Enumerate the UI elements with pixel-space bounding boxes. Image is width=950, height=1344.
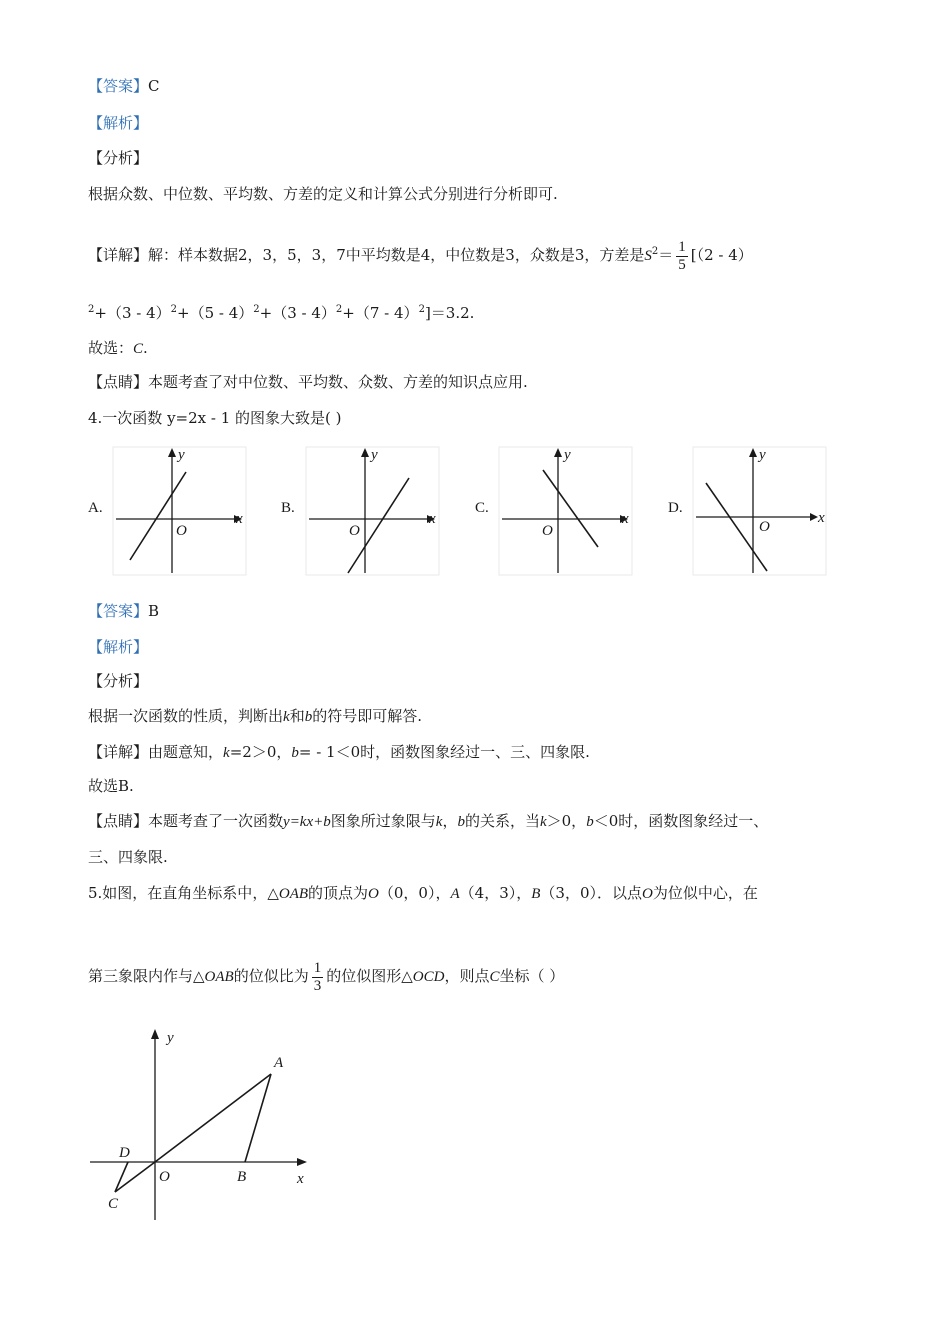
- y-label: y: [564, 447, 571, 463]
- detail-tag: 【详解】: [88, 246, 149, 264]
- q4-analysis: 根据一次函数的性质，判断出k和b的符号即可解答.: [88, 707, 422, 725]
- q3-detail-line: [88, 232, 753, 276]
- q5-stem-line1: 5.如图，在直角坐标系中，△OAB的顶点为O（0，0），A（4，3），B（3，0）．以点O为位似中心，在: [88, 884, 758, 902]
- q5-coordinate-figure: [85, 1025, 325, 1225]
- point-d-label: D: [119, 1145, 130, 1161]
- q3-variance-line: $^2$+（3 - 4）$^2$+（5 - 4）$^2$+（3 - 4）$^2$+（7 - 4）$^2$]＝3.2.: [88, 304, 475, 322]
- point-a-label: A: [274, 1055, 284, 1071]
- graph-option-c: [496, 445, 636, 577]
- answer-value: C: [148, 77, 160, 95]
- q4-answer-line: 【答案】B: [88, 602, 160, 620]
- q3-answer-line: [88, 76, 160, 96]
- y-arrow-icon: [749, 448, 757, 457]
- x-arrow-icon: [810, 513, 818, 521]
- q4-detail: 【详解】由题意知，k=2＞0，b= - 1＜0时，函数图象经过一、三、四象限.: [88, 743, 590, 761]
- x-arrow-icon: [297, 1158, 307, 1166]
- q5-stem-line2: 第三象限内作与△OAB的位似比为 $\frac{1}{3}$ 的位似图形△OCD，则点C坐标（ ）: [88, 959, 565, 994]
- q3-choose-line: 故选：C.: [88, 339, 148, 357]
- q3-comment-line: 【点睛】本题考查了对中位数、平均数、众数、方差的知识点应用.: [88, 373, 528, 391]
- y-label: y: [371, 447, 378, 463]
- variance-symbol: S: [644, 248, 652, 264]
- point-c-label: C: [108, 1196, 119, 1212]
- q4-stem: 4.一次函数 y=2x - 1 的图象大致是( ): [88, 409, 342, 427]
- q3-analysis: 根据众数、中位数、平均数、方差的定义和计算公式分别进行分析即可.: [88, 185, 558, 203]
- option-a-label: A.: [88, 500, 103, 516]
- origin-label: O: [349, 523, 360, 539]
- q4-jiexi-tag: 【解析】: [88, 638, 149, 656]
- y-label: y: [167, 1030, 174, 1046]
- q3-jiexi-tag: 【解析】: [88, 114, 149, 132]
- origin-label: O: [159, 1169, 170, 1185]
- answer-tag: 【答案】: [88, 77, 149, 95]
- y-arrow-icon: [361, 448, 369, 457]
- origin-label: O: [176, 523, 187, 539]
- x-label: x: [297, 1171, 304, 1187]
- equals: ＝: [658, 246, 674, 264]
- x-label: x: [818, 510, 825, 526]
- origin-label: O: [542, 523, 553, 539]
- segment-oa: [155, 1074, 271, 1162]
- function-line: [130, 472, 186, 560]
- graph-option-a: [110, 445, 250, 577]
- fraction-one-fifth: $\frac{1}{5}$: [678, 238, 686, 273]
- q4-comment: 【点睛】本题考查了一次函数y=kx+b图象所过象限与k，b的关系，当k＞0，b＜0时，函数图象经过一、: [88, 812, 769, 830]
- variance-sup: 2: [651, 246, 659, 257]
- fraction-one-third: $\frac{1}{3}$: [313, 959, 322, 994]
- segment-ab: [245, 1074, 271, 1162]
- option-b-label: B.: [281, 500, 295, 516]
- q3-fenxi-tag: 【分析】: [88, 149, 149, 167]
- option-d-label: D.: [668, 500, 683, 516]
- detail-text: 解：样本数据2，3，5，3，7中平均数是4，中位数是3，众数是3，方差是: [148, 246, 645, 264]
- point-b-label: B: [237, 1169, 247, 1185]
- x-label: x: [622, 511, 629, 527]
- q4-comment-line2: 三、四象限.: [88, 848, 168, 866]
- x-label: x: [429, 511, 436, 527]
- comment-tag: 【点睛】: [88, 373, 149, 391]
- graph-option-d: [690, 445, 830, 577]
- function-line: [706, 483, 767, 571]
- y-arrow-icon: [168, 448, 176, 457]
- detail-bracket: [（2 - 4）: [690, 246, 753, 264]
- y-arrow-icon: [554, 448, 562, 457]
- graph-option-b: [303, 445, 443, 577]
- x-label: x: [236, 511, 243, 527]
- option-c-label: C.: [475, 500, 489, 516]
- q4-choose: 故选B.: [88, 777, 134, 795]
- q4-fenxi-tag: 【分析】: [88, 672, 149, 690]
- y-arrow-icon: [151, 1029, 159, 1039]
- y-label: y: [178, 447, 185, 463]
- y-label: y: [759, 447, 766, 463]
- origin-label: O: [759, 519, 770, 535]
